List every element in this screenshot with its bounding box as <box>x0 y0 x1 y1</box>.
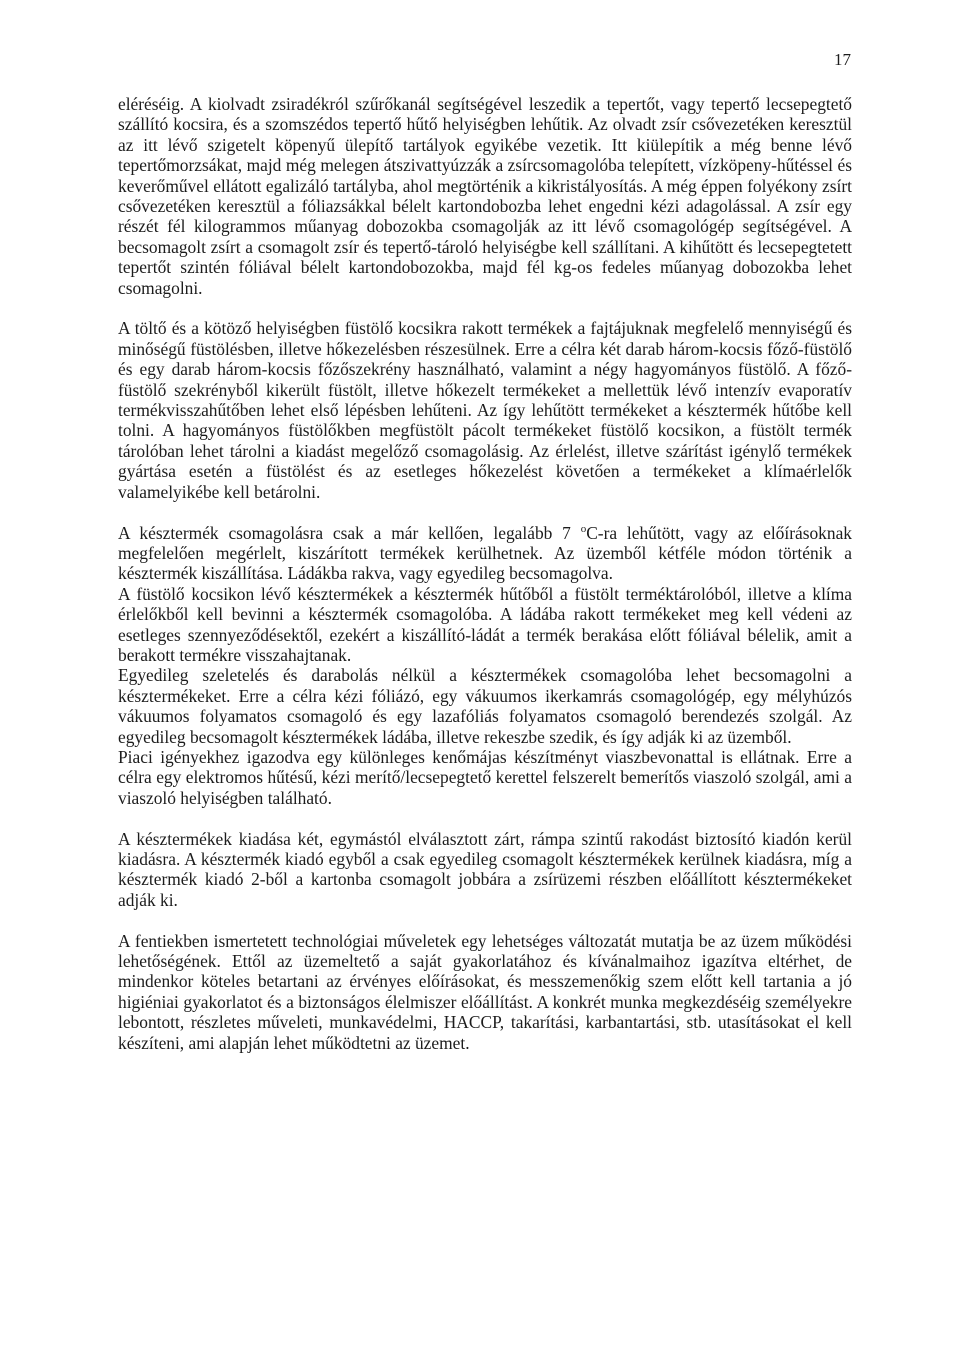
paragraph-wax-coating: Piaci igényekhez igazodva egy különleges kenőmájas készítményt viaszbevonattal is ellátnak. Erre a célra egy elektromos hűtésű, kézi merítő/lecsepegtető kerettel felszerelt bemerítős viaszoló szolgál, ami a viaszoló helyiségben található. <box>118 746 852 808</box>
paragraph-closing: A fentiekben ismertetett technológiai műveletek egy lehetséges változatát mutatja be az üzem működési lehetőségének. Ettől az üzemeltető a saját gyakorlatához és kívánalmaihoz igazítva eltérhet, de mindenkor köteles betartani az érvényes előírásokat, és messzemenőkig szem előtt kell tartania a jó higiéniai gyakorlatot és a biztonságos élelmiszer előállítást. A konkrét munka megkezdéséig személyekre lebontott, részletes műveleti, munkavédelmi, HACCP, takarítási, karbantartási, stb. utasításokat el kell készíteni, ami alapján lehet működtetni az üzemet. <box>118 930 852 1053</box>
paragraph-fat-rendering: eléréséig. A kiolvadt zsiradékról szűrőkanál segítségével leszedik a tepertőt, vagy tepertő lecsepegtető szállító kocsira, és a szomszédos tepertő hűtő helyiségben lehűtik. Az olvadt zsír csővezetéken keresztül az itt lévő szigetelt köpenyű ülepítő tartályok egyikébe vezetik. Itt kiülepítik a még benne lévő tepertőmorzsákat, majd még melegen átszivattyúzzák a zsírcsomagolóba telepített, vízköpeny-hűtéssel és keverőművel ellátott egalizáló tartályba, ahol megtörténik a kikristályosítás. A még éppen folyékony zsírt csővezetéken keresztül a fóliazsákkal bélelt kartondobozba lehet engedni kézi adagolással. A zsír egy részét fél kilogrammos műanyag dobozokba csomagolják az itt lévő csomagológép segítségével. A becsomagolt zsírt a csomagolt zsír és tepertő-tároló helyiségbe kell szállítani. A kihűtött és lecsepegtetett tepertőt szintén fóliával bélelt kartondobozokba, majd fél kg-os fedeles műanyag dobozokba lehet csomagolni. <box>118 94 852 298</box>
packaging-text-start: A késztermék csomagolásra csak a már kellően, legalább 7 <box>118 522 581 543</box>
degree-superscript: o <box>580 522 587 535</box>
paragraph-dispatch: A késztermékek kiadása két, egymástól elválasztott zárt, rámpa szintű rakodást biztosító kiadón kerül kiadásra. A késztermék kiadó egyből a csak egyedileg csomagolt késztermékek kerülnek kiadásra, míg a késztermék kiadó 2-ből a kartonba csomagolt jobbára a zsírüzemi részben előállított késztermékeket adják ki. <box>118 828 852 910</box>
page-number: 17 <box>834 50 851 69</box>
document-body <box>118 94 852 1053</box>
paragraph-individual-packing: Egyedileg szeletelés és darabolás nélkül a késztermékek csomagolóba lehet becsomagolni a késztermékeket. Erre a célra kézi fóliázó, egy vákuumos ikerkamrás csomagológép, egy mélyhúzós vákuumos folyamatos csomagoló és egy lazafóliás folyamatos csomagoló berendezés szolgál. Az egyedileg becsomagolt késztermékek ládába, illetve rekeszbe szedik, és így adják ki az üzemből. <box>118 665 852 747</box>
paragraph-smoking: A töltő és a kötöző helyiségben füstölő kocsikra rakott termékek a fajtájuknak megfelelő mennyiségű és minőségű füstölésben, illetve hőkezelésben részesülnek. Erre a célra két darab három-kocsis főző-füstölő és egy darab három-kocsis főzőszekrény használható, valamint a négy hagyományos füstölő. A főző-füstölő szekrényből kikerült füstölt, illetve hőkezelt termékeket a mellettük lévő intenzív evaporatív termékvisszahűtőben lehet első lépésben lehűteni. Az így lehűtött termékeket a késztermék hűtőbe kell tolni. A hagyományos füstölőkben megfüstölt pácolt termékeket füstölő kocsikon, a füstölt termék tárolóban lehet tárolni a kiadást megelőző csomagolásig. Az érlelést, illetve szárítást igénylő termékek gyártása esetén a füstölést és az esetleges hőkezelést követően a termékeket a klímaérlelők valamelyikébe kell betárolni. <box>118 318 852 502</box>
packaging-text-end: C-ra lehűtött, vagy az előírásoknak megfelelően megérlelt, kiszárított termékek kerülhetnek. Az üzemből kétféle módon történik a késztermék kiszállítása. Ládákba rakva, vagy egyedileg becsomagolva. <box>118 522 852 584</box>
paragraph-packaging-temperature <box>118 523 852 584</box>
paragraph-crate-packing: A füstölő kocsikon lévő késztermékek a késztermék hűtőből a füstölt terméktárolóból, illetve a klíma érlelőkből kell bevinni a késztermék csomagolóba. A ládába rakott termékeket meg kell védeni az esetleges szennyeződésektől, ezekért a kiszállító-ládát a termék berakása előtt fóliával bélelik, amit a berakott termékre visszahajtanak. <box>118 583 852 665</box>
